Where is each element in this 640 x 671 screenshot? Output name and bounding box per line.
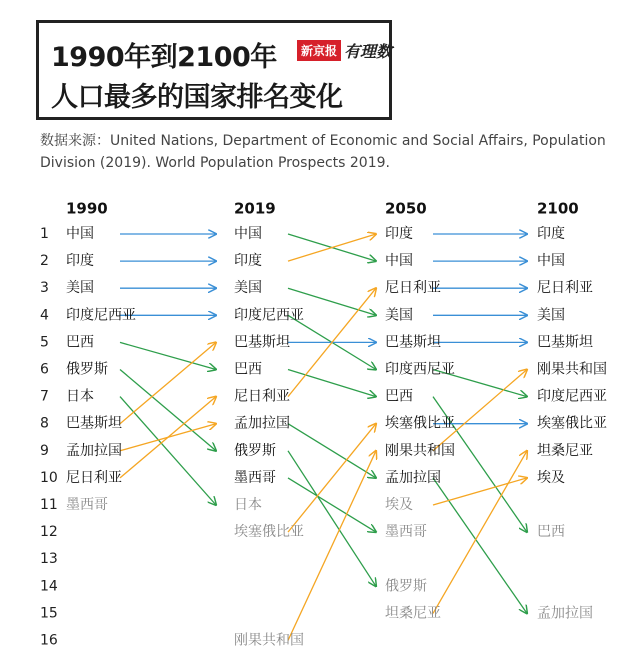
country-label: 中国: [66, 226, 94, 242]
rank-number: 10: [40, 469, 58, 486]
country-label: 刚果共和国: [537, 361, 607, 378]
rank-change-arrow: [120, 397, 216, 478]
country-label: 印度: [537, 226, 565, 242]
rank-number: 16: [40, 632, 58, 649]
rank-number: 4: [40, 307, 49, 324]
rank-number: 14: [40, 578, 58, 595]
transition-arrows: [120, 234, 527, 641]
year-header-2050: 2050: [385, 199, 427, 218]
rank-change-arrow: [120, 342, 216, 423]
country-label: 美国: [385, 307, 413, 324]
country-label: 中国: [385, 253, 413, 270]
country-label: 刚果共和国: [234, 632, 304, 649]
rank-number: 1: [40, 226, 49, 242]
country-label: 印度尼西亚: [537, 388, 607, 405]
country-label: 印度: [234, 253, 262, 270]
rank-change-arrow: [288, 424, 376, 478]
rank-number: 9: [40, 442, 49, 459]
country-label: 尼日利亚: [234, 388, 290, 405]
rank-change-arrow: [288, 370, 376, 397]
rank-change-arrow: [433, 370, 527, 451]
country-label: 埃塞俄比亚: [385, 415, 455, 432]
rank-number: 7: [40, 388, 49, 405]
chart-title-line-2: 人口最多的国家排名变化: [51, 82, 343, 113]
country-label: 墨西哥: [385, 524, 427, 541]
country-label: 印度: [66, 253, 94, 270]
year-header-1990: 1990: [66, 199, 108, 218]
country-label: 印度: [385, 226, 413, 242]
country-label: 埃及: [385, 497, 413, 513]
country-label: 印度尼西亚: [234, 307, 304, 324]
rank-number: 5: [40, 334, 49, 351]
country-label: 美国: [234, 280, 262, 297]
country-label: 尼日利亚: [537, 280, 593, 297]
country-label: 日本: [234, 497, 262, 513]
country-label: 中国: [537, 253, 565, 270]
country-label: 印度西尼亚: [385, 361, 455, 378]
rank-change-arrow: [120, 342, 216, 369]
rank-number: 6: [40, 361, 49, 378]
rank-change-arrow: [288, 451, 376, 587]
country-label: 孟加拉国: [385, 469, 441, 486]
rank-number: 11: [40, 497, 58, 513]
year-headers: [66, 200, 579, 218]
country-label: 坦桑尼亚: [537, 442, 593, 459]
country-label: 巴西: [385, 388, 413, 405]
country-label: 俄罗斯: [66, 361, 108, 378]
rank-number: 13: [40, 551, 58, 568]
brand-logo-newspaper: 新京报: [297, 40, 341, 61]
rank-number: 12: [40, 524, 58, 541]
country-label: 中国: [234, 226, 262, 242]
rank-number: 8: [40, 415, 49, 432]
chart-title-line-1: 1990年到2100年: [51, 42, 277, 73]
year-header-2100: 2100: [537, 199, 579, 218]
country-label: 刚果共和国: [385, 442, 455, 459]
country-label: 孟加拉国: [537, 605, 593, 622]
country-label: 巴基斯坦: [385, 334, 441, 351]
country-label: 巴基斯坦: [537, 334, 593, 351]
country-label: 巴基斯坦: [234, 334, 290, 351]
country-label: 巴西: [234, 361, 262, 378]
country-label: 巴基斯坦: [66, 415, 122, 432]
country-label: 美国: [537, 307, 565, 324]
rank-change-arrow: [433, 451, 527, 614]
country-label: 俄罗斯: [234, 442, 276, 459]
rank-number: 2: [40, 253, 49, 270]
brand-logo-column: 有理数: [344, 41, 393, 61]
rank-change-arrow: [433, 478, 527, 614]
country-label: 尼日利亚: [66, 469, 122, 486]
rank-number: 15: [40, 605, 58, 622]
rank-change-arrow: [433, 478, 527, 505]
rank-numbers: [40, 226, 58, 649]
country-label: 美国: [66, 280, 94, 297]
year-header-2019: 2019: [234, 199, 276, 218]
country-label: 墨西哥: [234, 469, 276, 486]
country-label: 坦桑尼亚: [385, 605, 441, 622]
country-label: 孟加拉国: [234, 415, 290, 432]
country-label: 埃塞俄比亚: [234, 524, 304, 541]
country-label: 俄罗斯: [385, 578, 427, 595]
country-label: 埃塞俄比亚: [537, 415, 607, 432]
country-label: 巴西: [66, 334, 94, 351]
country-label: 巴西: [537, 524, 565, 541]
country-label: 墨西哥: [66, 497, 108, 513]
rank-number: 3: [40, 280, 49, 297]
rank-change-arrow: [288, 451, 376, 641]
country-label: 孟加拉国: [66, 442, 122, 459]
data-source-note: 数据来源：United Nations, Department of Economic and Social Affairs, Population Division (2019). World Population Prospects 2019.: [40, 133, 606, 171]
rank-change-arrow: [120, 397, 216, 505]
country-label: 尼日利亚: [385, 280, 441, 297]
country-label: 日本: [66, 388, 94, 405]
country-label: 印度尼西亚: [66, 307, 136, 324]
rank-change-arrow: [120, 370, 216, 451]
country-label: 埃及: [537, 469, 565, 486]
